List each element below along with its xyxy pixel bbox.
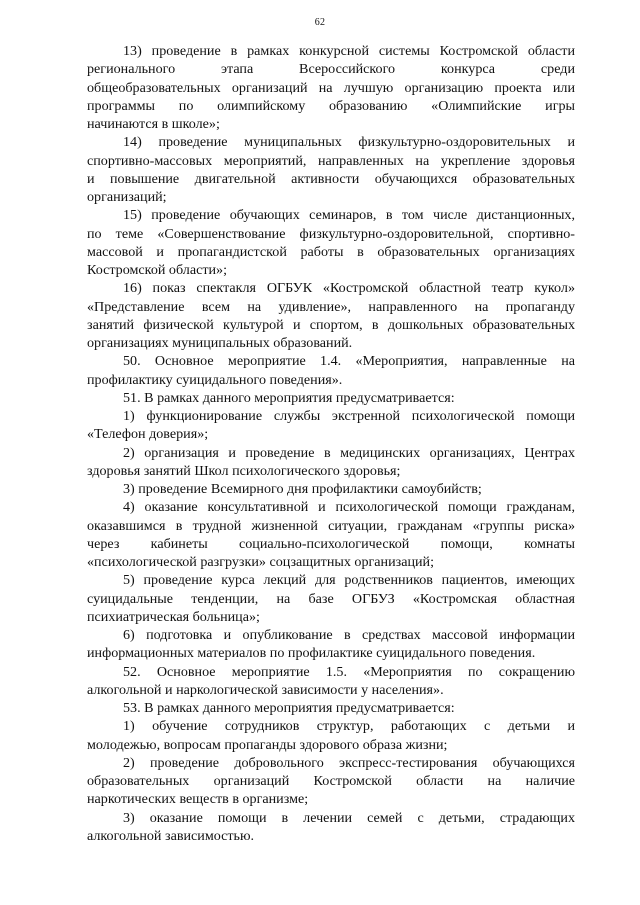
paragraph [87,699,575,717]
text-line: молодежью, вопросам пропаганды здорового образа жизни; [87,736,448,753]
paragraph [87,754,575,809]
text-line: организаций; [87,189,167,205]
text-line: 3) проведение Всемирного дня профилактики самоубийств; [123,481,482,497]
document-body [87,42,575,845]
paragraph [87,571,575,626]
text-line: 14) проведение муниципальных физкультурно-оздоровительных и [123,134,575,151]
text-line: «Представление всем на удивление», направленного на пропаганду [87,298,575,315]
paragraph [87,809,575,846]
paragraph [87,42,575,133]
text-line: начинаются в школе»; [87,116,220,132]
text-line: 5) проведение курса лекций для родственников пациентов, имеющих [123,572,575,589]
text-line: организациях муниципальных образований. [87,335,353,351]
text-line: «Телефон доверия»; [87,426,209,443]
paragraph [87,717,575,754]
paragraph [87,352,575,389]
text-line: 1) обучение сотрудников структур, работающих с детьми и [123,718,575,735]
text-line: регионального этапа Всероссийского конкурса среди [87,61,575,78]
text-line: Костромской области»; [87,262,228,278]
text-line: 53. В рамках данного мероприятия предусматривается: [123,700,455,716]
page-number: 62 [314,17,326,28]
paragraph [87,626,575,663]
text-line: алкогольной и наркологической зависимости у населения». [87,681,444,698]
text-line: общеобразовательных организаций на лучшую организацию проекта или [87,79,575,96]
text-line: 2) организация и проведение в медицинских организациях, Центрах [123,444,575,461]
text-line: информационных материалов по профилактике суицидального поведения. [87,645,536,662]
paragraph [87,407,575,444]
text-line: 15) проведение обучающих семинаров, в том числе дистанционных, [123,207,575,224]
text-line: наркотических веществ в организме; [87,791,309,808]
paragraph [87,389,575,407]
text-line: 51. В рамках данного мероприятия предусматривается: [123,389,455,406]
text-line: здоровья занятий Школ психологического здоровья; [87,462,401,479]
text-line: образовательных организаций Костромской области на наличие [87,773,575,789]
text-line: психиатрическая больница»; [87,608,260,625]
text-line: 2) проведение добровольного экспресс-тестирования обучающихся [123,754,575,771]
text-line: профилактику суицидального поведения». [87,371,343,388]
paragraph [87,444,575,481]
text-line: 6) подготовка и опубликование в средствах массовой информации [123,627,575,643]
paragraph [87,133,575,206]
text-line: 50. Основное мероприятие 1.4. «Мероприятия, направленные на [123,353,575,370]
text-line: 4) оказание консультативной и психологической помощи гражданам, [123,499,575,516]
text-line: программы по олимпийскому образованию «Олимпийские игры [87,97,575,114]
text-line: суицидальные тенденции, на базе ОГБУЗ «Костромская областная [87,590,575,607]
paragraph [87,663,575,700]
text-line: занятий физической культурой и спортом, в дошкольных образовательных [87,316,575,333]
text-line: по теме «Совершенствование физкультурно-оздоровительной, спортивно- [87,225,575,242]
paragraph [87,279,575,352]
paragraph [87,480,575,498]
text-line: 1) функционирование службы экстренной психологической помощи [123,408,575,424]
text-line: 16) показ спектакля ОГБУК «Костромской областной театр кукол» [123,280,575,297]
paragraph [87,206,575,279]
text-line: «психологической разгрузки» соцзащитных организаций; [87,554,434,570]
text-line: 3) оказание помощи в лечении семей с детьми, страдающих [123,809,575,826]
text-line: и повышение двигательной активности обучающихся образовательных [87,170,575,187]
text-line: через кабинеты социально-психологической помощи, комнаты [87,535,575,552]
text-line: оказавшимся в трудной жизненной ситуации, гражданам «группы риска» [87,517,575,534]
text-line: 52. Основное мероприятие 1.5. «Мероприятия по сокращению [123,663,575,680]
paragraph [87,498,575,571]
text-line: 13) проведение в рамках конкурсной системы Костромской области [123,43,575,59]
text-line: алкогольной зависимостью. [87,827,255,844]
text-line: спортивно-массовых мероприятий, направленных на укрепление здоровья [87,152,575,169]
text-line: массовой и пропагандистской работы в образовательных организациях [87,243,575,260]
